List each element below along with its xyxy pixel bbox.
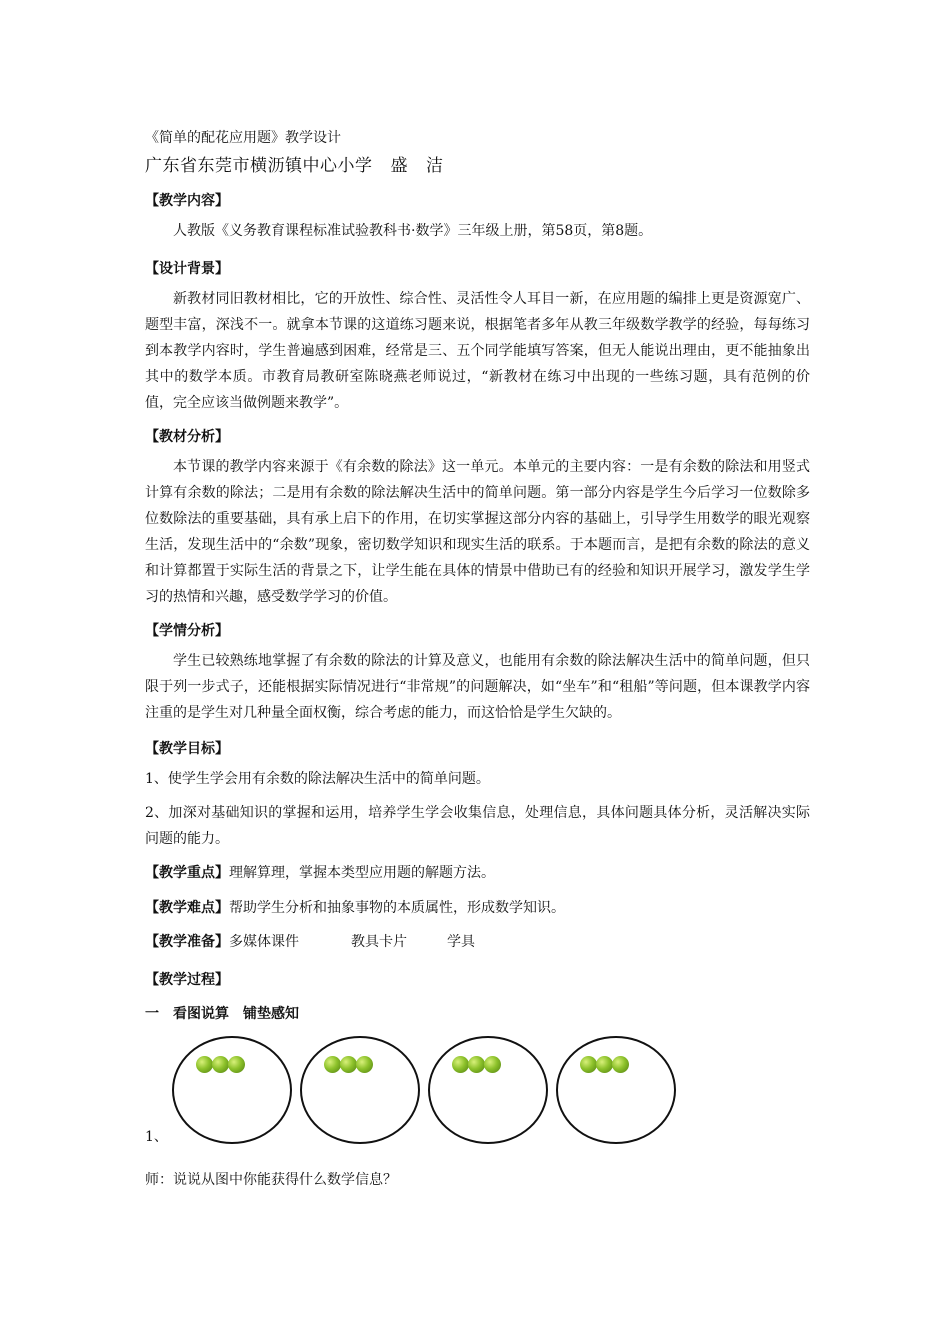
heading-process: 【教学过程】	[145, 972, 229, 988]
fruit-icon	[324, 1056, 341, 1073]
fruit-icon	[196, 1056, 213, 1073]
fruit-icon	[468, 1056, 485, 1073]
difficulty-text: 帮助学生分析和抽象事物的本质属性，形成数学知识。	[229, 900, 565, 916]
heading-content: 【教学内容】	[145, 193, 229, 209]
fruit-icon	[356, 1056, 373, 1073]
prep-item-2: 教具卡片	[351, 934, 407, 950]
fruit-icon	[212, 1056, 229, 1073]
difficulty-line	[145, 895, 810, 921]
heading-goals: 【教学目标】	[145, 741, 229, 757]
figure-number: 1、	[145, 1129, 168, 1145]
plate	[172, 1036, 292, 1144]
keypoint-line	[145, 860, 810, 886]
fruit-icon	[452, 1056, 469, 1073]
goal-item-2: 2、加深对基础知识的掌握和运用，培养学生学会收集信息，处理信息，具体问题具体分析，灵活解决实际问题的能力。	[145, 805, 810, 847]
fruit-plates-figure	[168, 1036, 668, 1146]
para-background: 新教材同旧教材相比，它的开放性、综合性、灵活性令人耳目一新，在应用题的编排上更是资源宽广、题型丰富，深浅不一。就拿本节课的这道练习题来说，根据笔者多年从教三年级数学教学的经验，每每练习到本教学内容时，学生普遍感到困难，经常是三、五个同学能填写答案，但无人能说出理由，更不能抽象出其中的数学本质。市教育局教研室陈晓燕老师说过，“新教材在练习中出现的一些练习题，具有范例的价值，完全应该当做例题来教学”。	[145, 291, 810, 411]
prep-line	[145, 929, 810, 955]
goal-item-1: 1、使学生学会用有余数的除法解决生活中的简单问题。	[145, 771, 490, 787]
prep-item-3: 学具	[447, 934, 475, 950]
para-analysis: 本节课的教学内容来源于《有余数的除法》这一单元。本单元的主要内容：一是有余数的除法和用竖式计算有余数的除法；二是用有余数的除法解决生活中的简单问题。第一部分内容是学生今后学习一位数除多位数除法的重要基础，具有承上启下的作用，在切实掌握这部分内容的基础上，引导学生用数学的眼光观察生活，发现生活中的“余数”现象，密切数学知识和现实生活的联系。于本题而言，是把有余数的除法的意义和计算都置于实际生活的背景之下，让学生能在具体的情景中借助已有的经验和知识开展学习，激发学生学习的热情和兴趣，感受数学学习的价值。	[145, 459, 810, 605]
keypoint-text: 理解算理，掌握本类型应用题的解题方法。	[229, 865, 495, 881]
para-content: 人教版《义务教育课程标准试验教科书·数学》三年级上册，第58页，第8题。	[173, 223, 653, 239]
doc-author	[145, 151, 444, 176]
fruit-icon	[596, 1056, 613, 1073]
para-students: 学生已较熟练地掌握了有余数的除法的计算及意义，也能用有余数的除法解决生活中的简单问题，但只限于列一步式子，还能根据实际情况进行“非常规”的问题解决，如“坐车”和“租船”等问题，但本课教学内容注重的是学生对几种量全面权衡，综合考虑的能力，而这恰恰是学生欠缺的。	[145, 653, 810, 721]
process-step-1: 一 看图说算 铺垫感知	[145, 1006, 299, 1022]
fruit-icon	[340, 1056, 357, 1073]
prep-item-1: 多媒体课件	[229, 934, 299, 950]
author-name-1: 盛	[390, 156, 408, 176]
prep-label: 【教学准备】	[145, 934, 229, 950]
keypoint-label: 【教学重点】	[145, 865, 229, 881]
heading-analysis: 【教材分析】	[145, 429, 229, 445]
plate	[428, 1036, 548, 1144]
author-school: 广东省东莞市横沥镇中心小学	[145, 156, 373, 176]
author-name-2: 洁	[426, 156, 444, 176]
doc-title: 《简单的配花应用题》教学设计	[145, 130, 341, 146]
fruit-group	[580, 1056, 632, 1072]
teacher-question: 师：说说从图中你能获得什么数学信息？	[145, 1172, 397, 1188]
fruit-group	[452, 1056, 504, 1072]
fruit-group	[196, 1056, 248, 1072]
fruit-group	[324, 1056, 376, 1072]
fruit-icon	[228, 1056, 245, 1073]
fruit-icon	[580, 1056, 597, 1073]
heading-students: 【学情分析】	[145, 623, 229, 639]
fruit-icon	[612, 1056, 629, 1073]
difficulty-label: 【教学难点】	[145, 900, 229, 916]
plate	[300, 1036, 420, 1144]
fruit-icon	[484, 1056, 501, 1073]
plate	[556, 1036, 676, 1144]
heading-background: 【设计背景】	[145, 261, 229, 277]
